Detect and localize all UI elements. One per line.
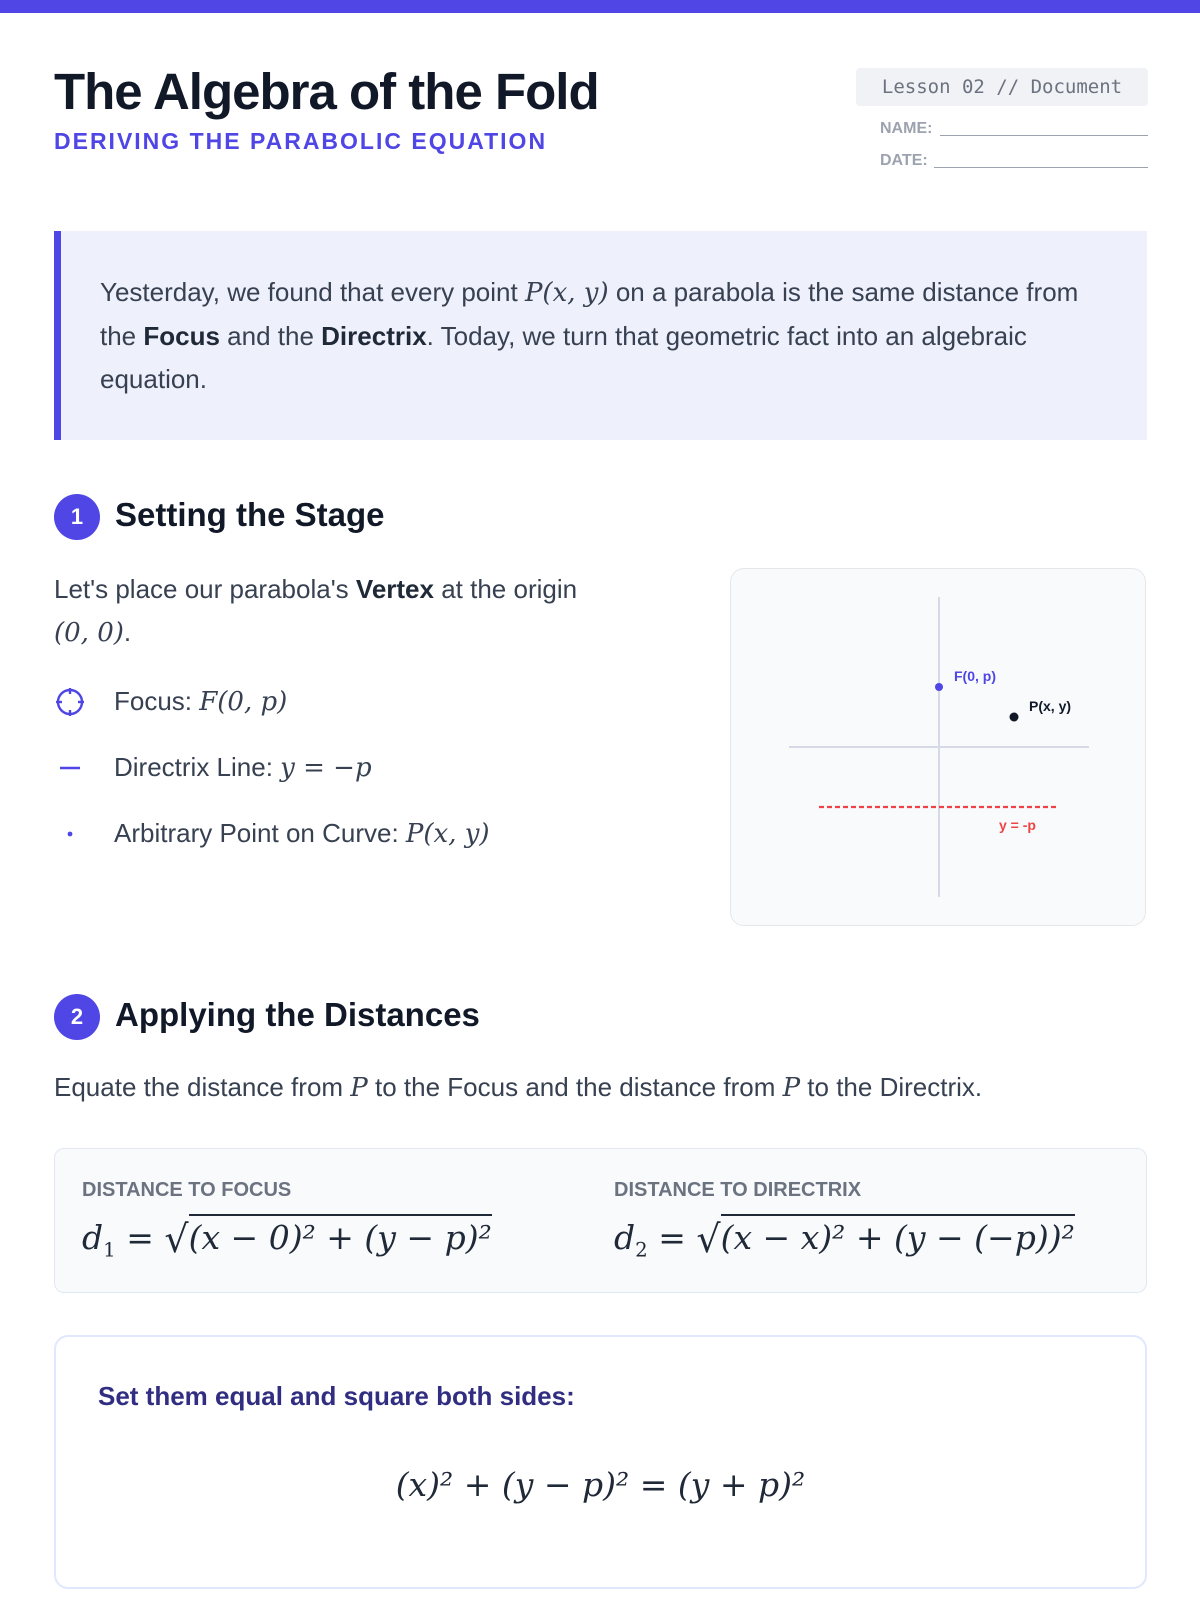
- intro-text: on a parabola is the same distance from the: [100, 277, 1079, 351]
- minus-icon: [54, 753, 86, 783]
- intro-point-math: P(x, y): [524, 278, 609, 308]
- dot-icon: [54, 819, 86, 849]
- section-1-text: .: [123, 617, 132, 647]
- name-label: NAME:: [880, 120, 933, 137]
- d1-radicand: (x − 0)² + (y − p)²: [189, 1214, 492, 1257]
- arbitrary-point-label: P(x, y): [1029, 698, 1072, 714]
- section-1-number: 1: [54, 494, 100, 540]
- directrix-line-label: y = -p: [999, 817, 1036, 833]
- section-2-number: 2: [54, 994, 100, 1040]
- top-accent-bar: [0, 0, 1200, 13]
- focus-point: [935, 683, 943, 691]
- distance-to-directrix-label: DISTANCE TO DIRECTRIX: [614, 1179, 862, 1201]
- d2-symbol: d: [614, 1218, 636, 1257]
- parabola-diagram: [730, 568, 1146, 926]
- intro-directrix-term: Directrix: [321, 321, 427, 351]
- distance-to-directrix-equation: $d_2 = √(x - x)^2 + (y - (-p))^2$: [614, 1217, 1075, 1262]
- section-2-text: to the Focus and the distance from: [367, 1072, 783, 1102]
- section-1-intro: [54, 568, 674, 655]
- date-blank-line: [934, 167, 1148, 168]
- section-1-text: at the origin: [433, 574, 578, 604]
- date-label: DATE:: [880, 152, 928, 169]
- section-1-text: Let's place our parabola's: [54, 574, 356, 604]
- intro-text: . Today, we turn that geometric fact into an algebraic equation.: [100, 321, 1027, 394]
- d2-subscript: 2: [635, 1238, 648, 1262]
- equals-sign: =: [647, 1218, 697, 1257]
- set-equal-title: Set them equal and square both sides:: [98, 1381, 575, 1411]
- crosshair-icon: [54, 687, 86, 717]
- section-2-intro: [54, 1066, 1147, 1110]
- arbitrary-point: [1010, 713, 1019, 722]
- section-2-text: to the Directrix.: [800, 1072, 983, 1102]
- vertex-term: Vertex: [355, 574, 434, 604]
- equals-sign: =: [115, 1218, 165, 1257]
- p-math: P: [782, 1073, 801, 1103]
- point-label: Arbitrary Point on Curve:: [114, 818, 406, 848]
- intro-focus-term: Focus: [143, 321, 220, 351]
- set-equal-box: [54, 1335, 1147, 1589]
- p-math: P: [350, 1073, 368, 1103]
- name-field[interactable]: [880, 120, 932, 138]
- d2-radicand: (x − x)² + (y − (−p))²: [721, 1214, 1075, 1257]
- d1-symbol: d: [82, 1218, 104, 1257]
- focus-label: Focus:: [114, 686, 200, 716]
- section-1-title: Setting the Stage: [115, 496, 385, 533]
- point-math: P(x, y): [405, 819, 490, 849]
- page-subtitle: DERIVING THE PARABOLIC EQUATION: [54, 128, 548, 154]
- intro-callout: [54, 231, 1147, 440]
- section-2-text: Equate the distance from: [54, 1072, 351, 1102]
- page-title: The Algebra of the Fold: [54, 63, 599, 120]
- section-2-title: Applying the Distances: [115, 996, 480, 1033]
- origin-math: (0, 0): [54, 618, 124, 648]
- distance-to-focus-equation: $d_1 = √(x - 0)^2 + (y - p)^2$: [82, 1217, 492, 1262]
- lesson-badge: Lesson 02 // Document: [856, 68, 1148, 106]
- name-blank-line: [940, 135, 1148, 136]
- date-field[interactable]: [880, 152, 928, 170]
- d1-subscript: 1: [103, 1238, 116, 1262]
- distance-formulas-box: [54, 1148, 1147, 1293]
- intro-text: Yesterday, we found that every point: [100, 277, 525, 307]
- directrix-label: Directrix Line:: [114, 752, 281, 782]
- directrix-math: y = −p: [280, 753, 372, 783]
- focus-math: F(0, p): [199, 687, 288, 717]
- squared-equation: (x)² + (y − p)² = (y + p)²: [395, 1465, 806, 1504]
- distance-to-focus-label: DISTANCE TO FOCUS: [82, 1179, 292, 1201]
- intro-text: and the: [219, 321, 322, 351]
- focus-point-label: F(0, p): [954, 668, 996, 684]
